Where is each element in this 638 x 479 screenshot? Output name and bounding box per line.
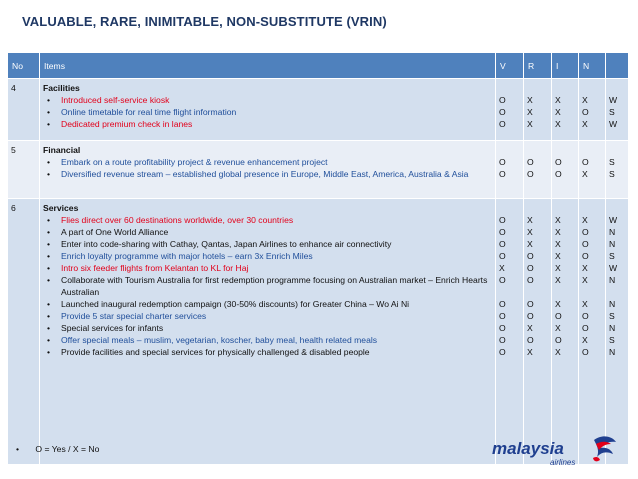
marker-value: X bbox=[527, 215, 533, 225]
marker-value: O bbox=[555, 335, 562, 345]
list-item: • Offer special meals – muslim, vegetarian, koscher, baby meal, health related meals bbox=[43, 334, 492, 346]
marker-value: O bbox=[499, 157, 506, 167]
marker-value: X bbox=[527, 239, 533, 249]
marker-value: X bbox=[527, 95, 533, 105]
marker-value: O bbox=[582, 347, 589, 357]
list-item: • Online timetable for real time flight information bbox=[43, 106, 492, 118]
marker-value: X bbox=[582, 299, 588, 309]
header-v: V bbox=[496, 53, 524, 79]
column-r-values bbox=[524, 141, 552, 199]
marker-value: N bbox=[609, 299, 616, 309]
column-i-values bbox=[552, 199, 579, 465]
marker-value: O bbox=[582, 251, 589, 261]
marker-value: S bbox=[609, 335, 615, 345]
svg-text:airlines: airlines bbox=[550, 458, 576, 467]
marker-spacer bbox=[527, 82, 548, 94]
marker-value: X bbox=[555, 323, 561, 333]
category-title: Services bbox=[43, 203, 79, 213]
marker-value: O bbox=[527, 275, 534, 285]
marker-value: X bbox=[582, 263, 588, 273]
marker-value: X bbox=[555, 107, 561, 117]
marker-value: X bbox=[555, 215, 561, 225]
marker-value: O bbox=[499, 299, 506, 309]
item-list bbox=[43, 156, 492, 180]
marker-value: S bbox=[609, 157, 615, 167]
marker-value: O bbox=[499, 227, 506, 237]
marker-value: S bbox=[609, 251, 615, 261]
marker-value: O bbox=[582, 323, 589, 333]
marker-value: O bbox=[582, 239, 589, 249]
marker-value: S bbox=[609, 107, 615, 117]
marker-value: N bbox=[609, 323, 616, 333]
list-item: • A part of One World Alliance bbox=[43, 226, 492, 238]
wau-kite-icon bbox=[593, 436, 616, 461]
marker-value: X bbox=[582, 215, 588, 225]
marker-value: N bbox=[609, 275, 616, 285]
list-item: • Launched inaugural redemption campaign (30-50% discounts) for Greater China – Wo Ai Ni bbox=[43, 298, 492, 310]
marker-spacer bbox=[555, 82, 575, 94]
marker-value: X bbox=[527, 347, 533, 357]
marker-value: X bbox=[555, 263, 561, 273]
marker-value: N bbox=[609, 347, 616, 357]
marker-value: X bbox=[555, 299, 561, 309]
marker-value: X bbox=[527, 119, 533, 129]
item-list bbox=[43, 214, 492, 358]
marker-value bbox=[555, 286, 575, 298]
marker-value: O bbox=[499, 95, 506, 105]
column-n-values bbox=[579, 79, 606, 141]
marker-value: S bbox=[609, 169, 615, 179]
marker-value bbox=[582, 286, 602, 298]
table-row bbox=[8, 199, 629, 465]
marker-spacer bbox=[582, 144, 602, 156]
column-v-values bbox=[496, 199, 524, 465]
list-item: • Collaborate with Tourism Australia for first redemption programme focusing on Australian market – Enrich Hearts Australian bbox=[43, 274, 492, 298]
column-v-values bbox=[496, 79, 524, 141]
list-item: • Provide facilities and special services for physically challenged & disabled people bbox=[43, 346, 492, 358]
marker-value: O bbox=[555, 311, 562, 321]
row-items bbox=[40, 141, 496, 199]
marker-value: N bbox=[609, 227, 616, 237]
marker-value: S bbox=[609, 311, 615, 321]
list-item: • Flies direct over 60 destinations worldwide, over 30 countries bbox=[43, 214, 492, 226]
marker-spacer bbox=[609, 202, 625, 214]
marker-value: X bbox=[582, 119, 588, 129]
column-i-values bbox=[552, 79, 579, 141]
marker-value: W bbox=[609, 95, 618, 105]
marker-value: O bbox=[499, 107, 506, 117]
list-item: • Special services for infants bbox=[43, 322, 492, 334]
list-item: • Embark on a route profitability project & revenue enhancement project bbox=[43, 156, 492, 168]
marker-value: O bbox=[527, 299, 534, 309]
list-item: • Enrich loyalty programme with major hotels – earn 3x Enrich Miles bbox=[43, 250, 492, 262]
marker-value: N bbox=[609, 239, 616, 249]
marker-value: O bbox=[499, 251, 506, 261]
row-number: 6 bbox=[8, 199, 40, 465]
marker-value: X bbox=[555, 227, 561, 237]
row-number: 4 bbox=[8, 79, 40, 141]
row-items bbox=[40, 79, 496, 141]
marker-spacer bbox=[555, 144, 575, 156]
column-s-values bbox=[606, 199, 629, 465]
row-items bbox=[40, 199, 496, 465]
marker-value: X bbox=[499, 263, 505, 273]
list-item: • Introduced self-service kiosk bbox=[43, 94, 492, 106]
marker-value: W bbox=[609, 119, 618, 129]
header-n: N bbox=[579, 53, 606, 79]
marker-value: X bbox=[527, 227, 533, 237]
marker-spacer bbox=[499, 144, 520, 156]
marker-value: O bbox=[499, 239, 506, 249]
marker-value: O bbox=[527, 251, 534, 261]
marker-value: O bbox=[582, 157, 589, 167]
category-title: Financial bbox=[43, 145, 81, 155]
marker-value: X bbox=[555, 251, 561, 261]
svg-text:malaysia: malaysia bbox=[492, 439, 564, 458]
legend-bullet: • bbox=[16, 444, 20, 454]
marker-value: O bbox=[527, 335, 534, 345]
marker-spacer bbox=[609, 144, 625, 156]
marker-value: O bbox=[499, 335, 506, 345]
column-s-values bbox=[606, 141, 629, 199]
marker-value: X bbox=[582, 95, 588, 105]
table-header-row bbox=[8, 53, 629, 79]
marker-spacer bbox=[499, 82, 520, 94]
marker-value: X bbox=[582, 275, 588, 285]
marker-value: O bbox=[499, 323, 506, 333]
header-r: R bbox=[524, 53, 552, 79]
marker-value: O bbox=[527, 263, 534, 273]
marker-value bbox=[527, 286, 548, 298]
marker-value bbox=[609, 286, 625, 298]
legend-text: O = Yes / X = No bbox=[35, 444, 100, 454]
marker-value: X bbox=[555, 275, 561, 285]
marker-value: O bbox=[499, 275, 506, 285]
marker-value bbox=[499, 286, 520, 298]
marker-value: O bbox=[527, 169, 534, 179]
marker-value: O bbox=[499, 169, 506, 179]
marker-value: O bbox=[527, 311, 534, 321]
list-item: • Diversified revenue stream – established global presence in Europe, Middle East, America, Australia & Asia bbox=[43, 168, 492, 180]
row-number: 5 bbox=[8, 141, 40, 199]
marker-spacer bbox=[527, 202, 548, 214]
marker-value: O bbox=[527, 157, 534, 167]
column-s-values bbox=[606, 79, 629, 141]
marker-value: X bbox=[555, 119, 561, 129]
marker-value: X bbox=[582, 169, 588, 179]
marker-spacer bbox=[582, 82, 602, 94]
table-row bbox=[8, 141, 629, 199]
marker-value: O bbox=[499, 119, 506, 129]
marker-spacer bbox=[609, 82, 625, 94]
column-r-values bbox=[524, 79, 552, 141]
marker-value: O bbox=[555, 157, 562, 167]
marker-value: X bbox=[555, 347, 561, 357]
marker-value: O bbox=[582, 107, 589, 117]
marker-value: O bbox=[582, 227, 589, 237]
list-item: • Enter into code-sharing with Cathay, Qantas, Japan Airlines to enhance air connectivity bbox=[43, 238, 492, 250]
marker-value: X bbox=[527, 107, 533, 117]
marker-value: X bbox=[555, 95, 561, 105]
marker-value: W bbox=[609, 263, 618, 273]
list-item: • Dedicated premium check in lanes bbox=[43, 118, 492, 130]
header-strength bbox=[606, 53, 629, 79]
header-i: I bbox=[552, 53, 579, 79]
marker-value: O bbox=[499, 311, 506, 321]
category-title: Facilities bbox=[43, 83, 80, 93]
legend bbox=[16, 444, 99, 454]
marker-value: O bbox=[499, 347, 506, 357]
malaysia-airlines-logo bbox=[490, 432, 620, 470]
item-list bbox=[43, 94, 492, 130]
list-item: • Provide 5 star special charter services bbox=[43, 310, 492, 322]
marker-spacer bbox=[555, 202, 575, 214]
page-title: VALUABLE, RARE, INIMITABLE, NON-SUBSTITUTE (VRIN) bbox=[22, 14, 387, 29]
header-no: No bbox=[8, 53, 40, 79]
marker-value: O bbox=[582, 311, 589, 321]
marker-value: O bbox=[499, 215, 506, 225]
marker-value: O bbox=[555, 169, 562, 179]
column-r-values bbox=[524, 199, 552, 465]
column-n-values bbox=[579, 199, 606, 465]
column-n-values bbox=[579, 141, 606, 199]
column-v-values bbox=[496, 141, 524, 199]
list-item: • Intro six feeder flights from Kelantan to KL for Haj bbox=[43, 262, 492, 274]
marker-spacer bbox=[582, 202, 602, 214]
marker-spacer bbox=[499, 202, 520, 214]
marker-value: W bbox=[609, 215, 618, 225]
table-row bbox=[8, 79, 629, 141]
malaysia-airlines-logo-image bbox=[490, 432, 620, 470]
vrin-table bbox=[7, 52, 629, 465]
marker-value: X bbox=[527, 323, 533, 333]
marker-spacer bbox=[527, 144, 548, 156]
marker-value: X bbox=[555, 239, 561, 249]
column-i-values bbox=[552, 141, 579, 199]
marker-value: X bbox=[582, 335, 588, 345]
header-items: Items bbox=[40, 53, 496, 79]
